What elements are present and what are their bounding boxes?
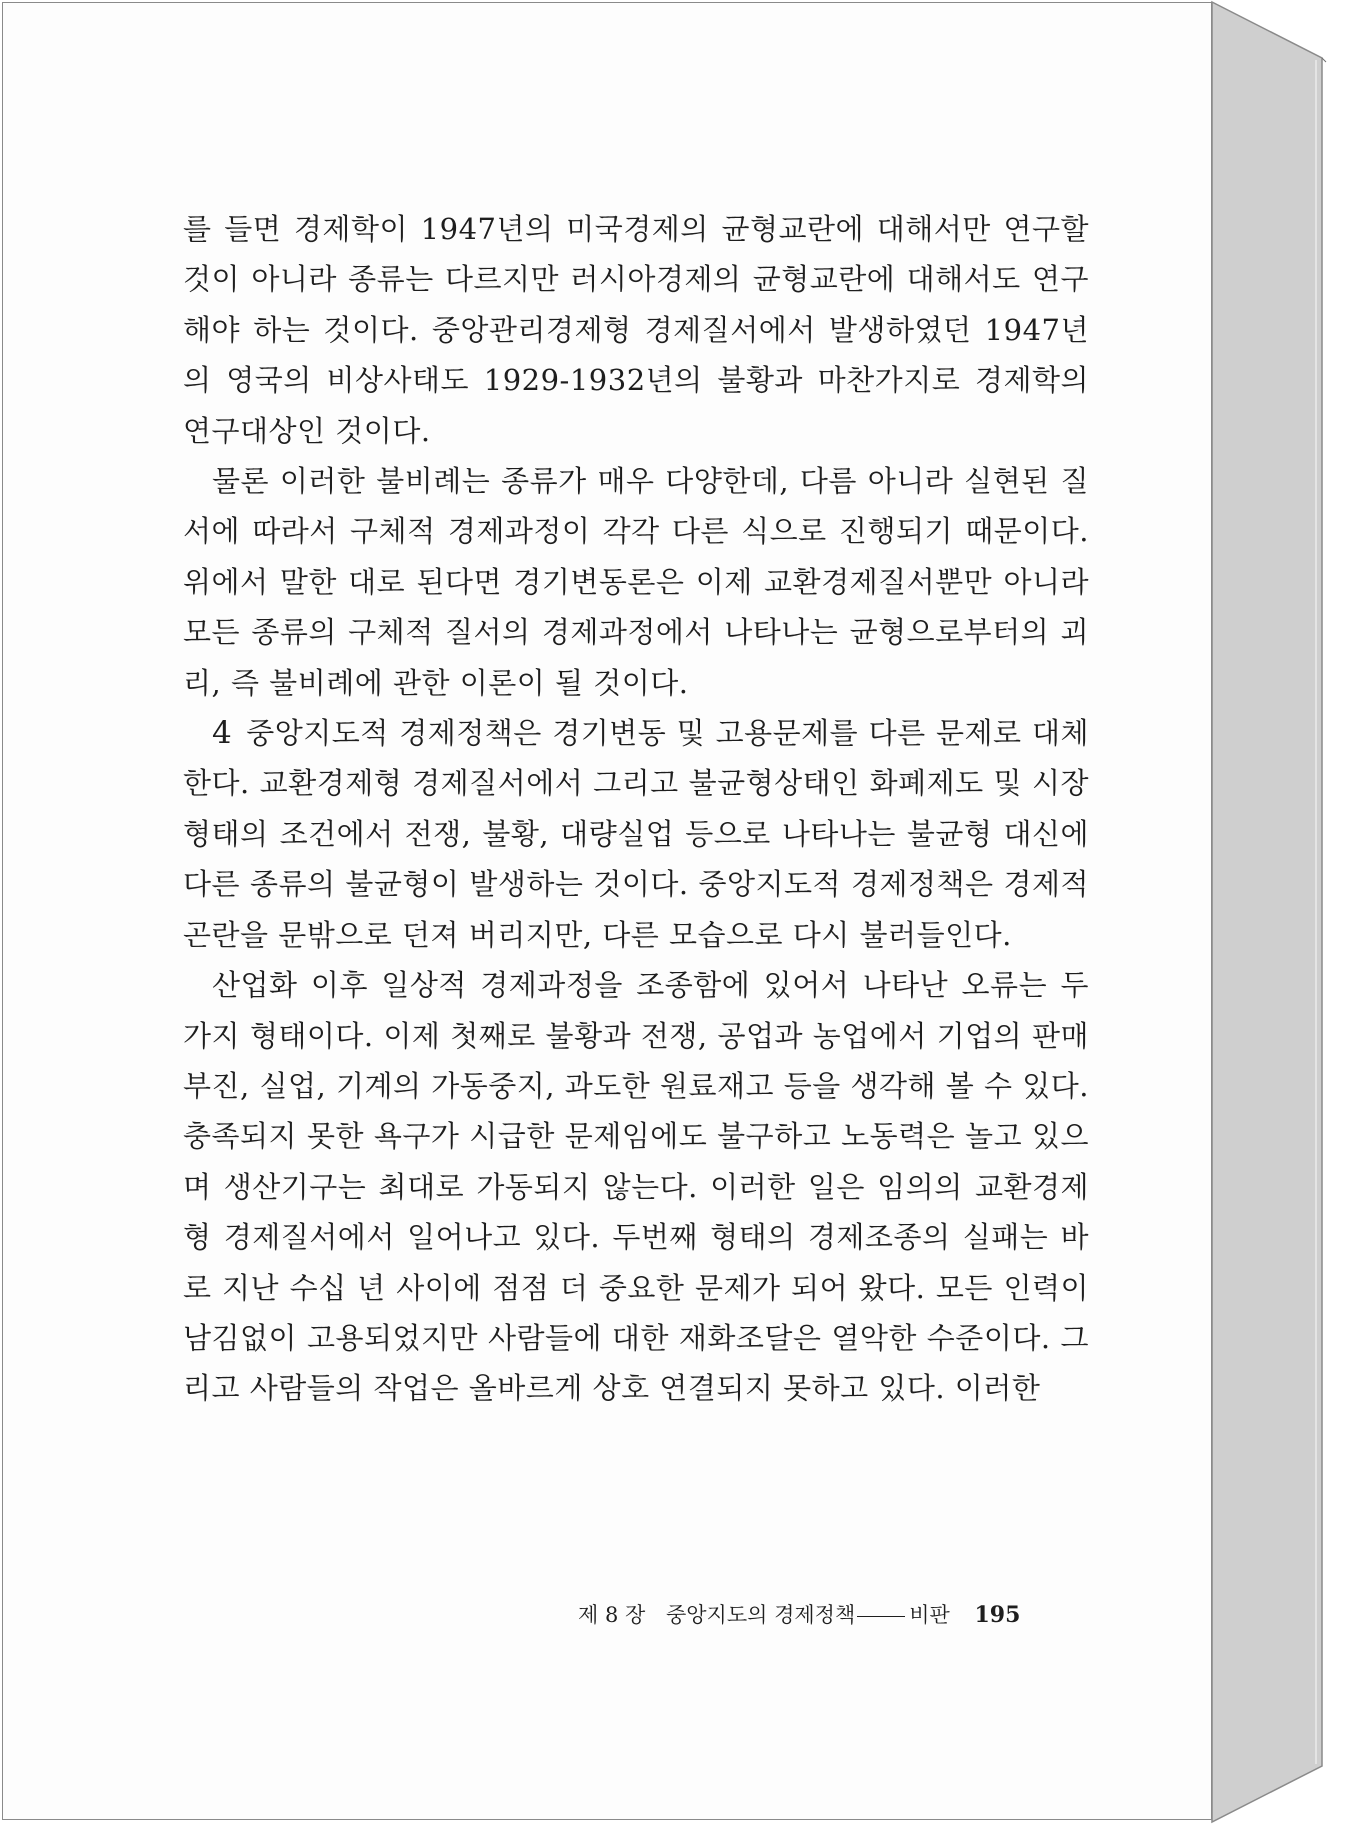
- paragraph-4: [183, 960, 1089, 1414]
- paragraph-1-text: 를 들면 경제학이 1947년의 미국경제의 균형교란에 대해서만 연구할 것이 아니라 종류는 다르지만 러시아경제의 균형교란에 대해서도 연구해야 하는 것이다. 중앙관리경제형 경제질서에서 발생하였던 1947년의 영국의 비상사태도 1929-1932년의 불황과 마찬가지로 경제학의 연구대상인 것이다.: [183, 212, 1089, 448]
- paragraph-2-text: 물론 이러한 불비례는 종류가 매우 다양한데, 다름 아니라 실현된 질서에 따라서 구체적 경제과정이 각각 다른 식으로 진행되기 때문이다. 위에서 말한 대로 된다면 경기변동론은 이제 교환경제질서뿐만 아니라 모든 종류의 구체적 질서의 경제과정에서 나타나는 균형으로부터의 괴리, 즉 불비례에 관한 이론이 될 것이다.: [183, 464, 1089, 700]
- section-number: 4: [212, 715, 233, 752]
- paragraph-3: [183, 708, 1089, 960]
- footer-subtitle: 비판: [909, 1603, 950, 1627]
- footer-title: 중앙지도의 경제정책: [665, 1603, 856, 1627]
- paragraph-1: [183, 204, 1089, 456]
- paragraph-3-text: 중앙지도적 경제정책은 경기변동 및 고용문제를 다른 문제로 대체한다. 교환경제형 경제질서에서 그리고 불균형상태인 화폐제도 및 시장형태의 조건에서 전쟁, 불황, 대량실업 등으로 나타나는 불균형 대신에 다른 종류의 불균형이 발생하는 것이다. 중앙지도적 경제정책은 경제적 곤란을 문밖으로 던져 버리지만, 다른 모습으로 다시 불러들인다.: [183, 716, 1089, 952]
- body-text: [183, 204, 1089, 1414]
- footer-chapter: 제 8 장: [578, 1603, 646, 1627]
- running-footer: [578, 1600, 1058, 1630]
- book-edge-shape: [1212, 2, 1322, 1822]
- paragraph-4-text: 산업화 이후 일상적 경제과정을 조종함에 있어서 나타난 오류는 두 가지 형태이다. 이제 첫째로 불황과 전쟁, 공업과 농업에서 기업의 판매부진, 실업, 기계의 가동중지, 과도한 원료재고 등을 생각해 볼 수 있다. 충족되지 못한 욕구가 시급한 문제임에도 불구하고 노동력은 놀고 있으며 생산기구는 최대로 가동되지 않는다. 이러한 일은 임의의 교환경제형 경제질서에서 일어나고 있다. 두번째 형태의 경제조종의 실패는 바로 지난 수십 년 사이에 점점 더 중요한 문제가 되어 왔다. 모든 인력이 남김없이 고용되었지만 사람들에 대한 재화조달은 열악한 수준이다. 그리고 사람들의 작업은 올바르게 상호 연결되지 못하고 있다. 이러한: [183, 968, 1089, 1406]
- footer-dash: [857, 1616, 905, 1617]
- paragraph-2: [183, 456, 1089, 708]
- page-number: 195: [974, 1602, 1021, 1628]
